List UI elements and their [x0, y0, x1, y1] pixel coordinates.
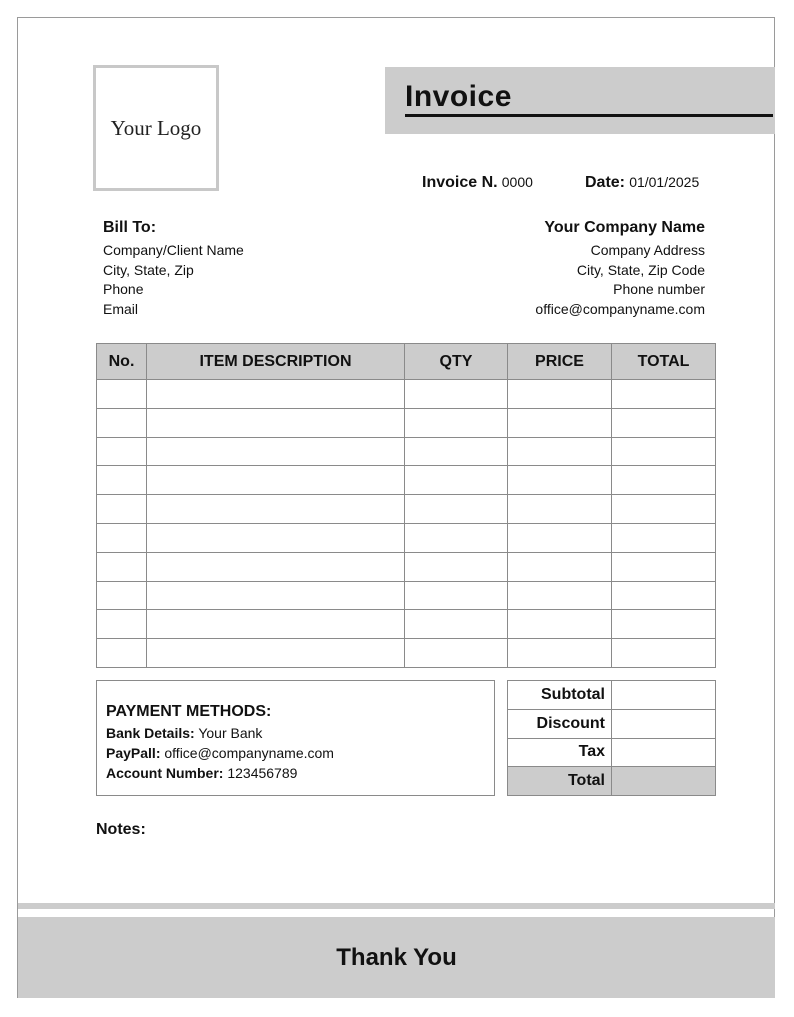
item-cell-price[interactable] [508, 552, 612, 581]
bank-label: Bank Details: [106, 725, 195, 741]
item-cell-price[interactable] [508, 408, 612, 437]
bill-to-email: Email [103, 300, 139, 317]
item-cell-total[interactable] [612, 408, 716, 437]
item-cell-no[interactable] [97, 523, 147, 552]
discount-row [508, 709, 716, 738]
col-header-total: TOTAL [612, 344, 716, 380]
table-row [97, 380, 716, 409]
item-cell-no[interactable] [97, 437, 147, 466]
logo-text: Your Logo [110, 115, 202, 140]
bill-to-heading: Bill To: [103, 219, 157, 236]
payment-heading: PAYMENT METHODS: [106, 703, 272, 720]
invoice-number-label: Invoice N. [422, 174, 498, 191]
col-header-qty: QTY [405, 344, 508, 380]
payment-paypal [106, 743, 494, 763]
col-header-description: ITEM DESCRIPTION [147, 344, 405, 380]
item-cell-price[interactable] [508, 495, 612, 524]
table-row [97, 437, 716, 466]
item-cell-no[interactable] [97, 581, 147, 610]
table-row [97, 610, 716, 639]
item-cell-total[interactable] [612, 523, 716, 552]
item-cell-no[interactable] [97, 552, 147, 581]
item-cell-description[interactable] [147, 639, 405, 668]
item-cell-no[interactable] [97, 380, 147, 409]
item-cell-description[interactable] [147, 552, 405, 581]
discount-label: Discount [508, 709, 612, 738]
item-cell-description[interactable] [147, 495, 405, 524]
item-cell-total[interactable] [612, 639, 716, 668]
notes-label: Notes: [96, 821, 146, 838]
paypal-label: PayPall: [106, 745, 161, 761]
subtotal-row [508, 681, 716, 710]
tax-label: Tax [508, 738, 612, 767]
table-row [97, 523, 716, 552]
item-cell-description[interactable] [147, 437, 405, 466]
table-row [97, 639, 716, 668]
item-cell-price[interactable] [508, 581, 612, 610]
date-value: 01/01/2025 [629, 174, 700, 190]
tax-value-cell[interactable] [612, 738, 716, 767]
account-value: 123456789 [227, 765, 298, 781]
table-row [97, 495, 716, 524]
tax-row [508, 738, 716, 767]
item-cell-qty[interactable] [405, 639, 508, 668]
invoice-number-value: 0000 [501, 174, 533, 190]
item-cell-total[interactable] [612, 495, 716, 524]
company-address: Company Address [590, 242, 705, 258]
col-header-no: No. [97, 344, 147, 380]
logo-placeholder [93, 65, 219, 191]
items-header-row [97, 344, 716, 380]
total-row [508, 767, 716, 796]
bank-value: Your Bank [198, 725, 263, 741]
item-cell-description[interactable] [147, 610, 405, 639]
item-cell-description[interactable] [147, 581, 405, 610]
item-cell-description[interactable] [147, 380, 405, 409]
paypal-value: office@companyname.com [164, 745, 334, 761]
item-cell-qty[interactable] [405, 523, 508, 552]
bill-to-phone: Phone [103, 281, 144, 297]
total-label: Total [508, 767, 612, 796]
footer-divider [18, 903, 775, 909]
item-cell-no[interactable] [97, 495, 147, 524]
item-cell-no[interactable] [97, 408, 147, 437]
payment-account [106, 763, 494, 783]
bill-to-city: City, State, Zip [103, 261, 194, 278]
bill-to-block [103, 218, 244, 319]
title-underline [405, 114, 773, 117]
item-cell-qty[interactable] [405, 581, 508, 610]
item-cell-qty[interactable] [405, 466, 508, 495]
total-value-cell[interactable] [612, 767, 716, 796]
item-cell-total[interactable] [612, 437, 716, 466]
item-cell-price[interactable] [508, 437, 612, 466]
item-cell-qty[interactable] [405, 408, 508, 437]
invoice-date [585, 174, 699, 192]
discount-value-cell[interactable] [612, 709, 716, 738]
thank-you-text: Thank You [336, 943, 457, 971]
company-name: Your Company Name [544, 219, 705, 236]
totals-table [507, 680, 716, 796]
items-table [96, 343, 716, 668]
item-cell-no[interactable] [97, 610, 147, 639]
item-cell-total[interactable] [612, 466, 716, 495]
invoice-title: Invoice [405, 80, 512, 113]
account-label: Account Number: [106, 765, 224, 781]
item-cell-price[interactable] [508, 380, 612, 409]
company-phone: Phone number [613, 281, 705, 297]
invoice-number [422, 174, 533, 192]
item-cell-no[interactable] [97, 466, 147, 495]
table-row [97, 466, 716, 495]
date-label: Date: [585, 174, 626, 191]
item-cell-price[interactable] [508, 523, 612, 552]
item-cell-description[interactable] [147, 408, 405, 437]
item-cell-qty[interactable] [405, 380, 508, 409]
bill-to-client: Company/Client Name [103, 242, 244, 258]
item-cell-price[interactable] [508, 639, 612, 668]
item-cell-total[interactable] [612, 610, 716, 639]
item-cell-qty[interactable] [405, 495, 508, 524]
item-cell-total[interactable] [612, 380, 716, 409]
company-block [535, 218, 705, 319]
footer-band [18, 917, 775, 998]
payment-methods-box [96, 680, 495, 796]
company-city: City, State, Zip Code [576, 261, 705, 278]
company-email: office@companyname.com [535, 300, 705, 317]
item-cell-qty[interactable] [405, 437, 508, 466]
item-cell-total[interactable] [612, 552, 716, 581]
item-cell-price[interactable] [508, 610, 612, 639]
table-row [97, 552, 716, 581]
subtotal-label: Subtotal [508, 681, 612, 710]
item-cell-qty[interactable] [405, 552, 508, 581]
item-cell-description[interactable] [147, 466, 405, 495]
item-cell-qty[interactable] [405, 610, 508, 639]
table-row [97, 408, 716, 437]
col-header-price: PRICE [508, 344, 612, 380]
item-cell-no[interactable] [97, 639, 147, 668]
payment-bank [106, 723, 494, 743]
table-row [97, 581, 716, 610]
item-cell-price[interactable] [508, 466, 612, 495]
item-cell-description[interactable] [147, 523, 405, 552]
subtotal-value-cell[interactable] [612, 681, 716, 710]
item-cell-total[interactable] [612, 581, 716, 610]
